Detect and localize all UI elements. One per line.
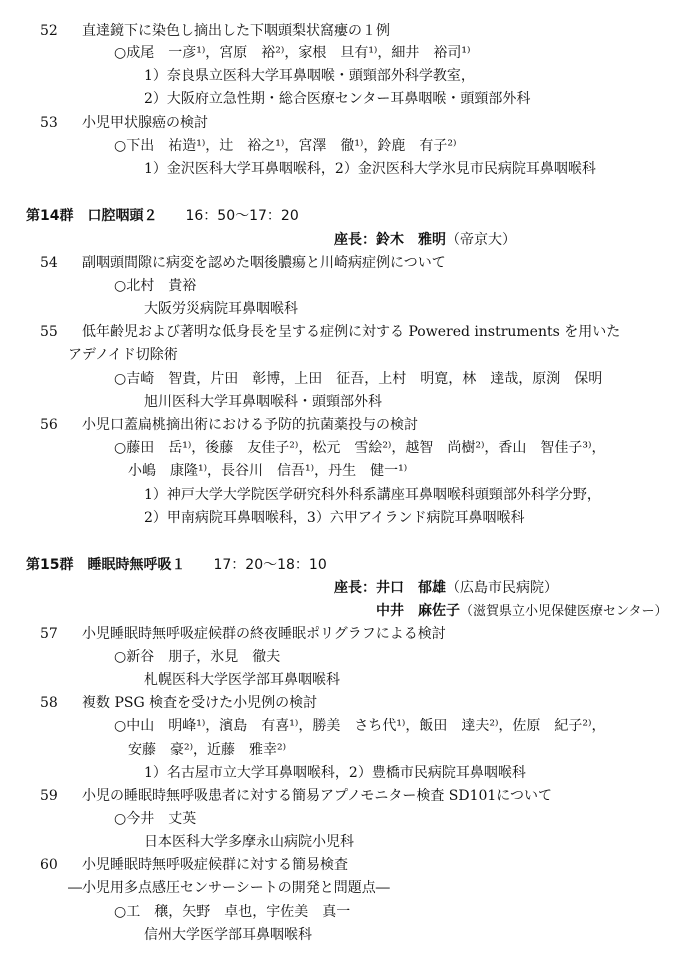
entry-54-heading (40, 254, 446, 272)
entry-authors: ○藤田 岳¹⁾，後藤 友佳子²⁾，松元 雪絵²⁾，越智 尚樹²⁾，香山 智佳子³⁾， (114, 440, 606, 456)
entry-authors: ○今井 丈英 (114, 811, 197, 827)
entry-60-heading (40, 856, 348, 874)
entry-affiliation: 2）甲南病院耳鼻咽喉科，3）六甲アイランド病院耳鼻咽喉科 (144, 510, 525, 526)
entry-affiliation: 2）大阪府立急性期・総合医療センター耳鼻咽喉・頭頸部外科 (144, 91, 531, 107)
entry-number: 54 (40, 255, 58, 271)
entry-title: 低年齢児および著明な低身長を呈する症例に対する Powered instruments を用いた (82, 324, 621, 340)
entry-title: 小児睡眠時無呼吸症候群の終夜睡眠ポリグラフによる検討 (82, 626, 446, 642)
entry-56-heading (40, 416, 418, 434)
entry-title: 副咽頭間隙に病変を認めた咽後膿瘍と川崎病症例について (82, 255, 446, 271)
chair-label: 座長： (334, 580, 376, 596)
entry-title: 複数 PSG 検査を受けた小児例の検討 (82, 695, 318, 711)
entry-title: 直達鏡下に染色し摘出した下咽頭梨状窩瘻の１例 (82, 23, 390, 39)
entry-authors: ○工 穣，矢野 卓也，宇佐美 真一 (114, 904, 351, 920)
entry-57-heading (40, 625, 446, 643)
chair-affiliation: （広島市民病院） (446, 580, 558, 596)
chair-name: 鈴木 雅明 (376, 232, 446, 248)
entry-59-heading (40, 787, 552, 805)
session-15-chair (334, 579, 558, 597)
entry-affiliation: 1）金沢医科大学耳鼻咽喉科，2）金沢医科大学氷見市民病院耳鼻咽喉科 (144, 161, 596, 177)
entry-affiliation: 1）神戸大学大学院医学研究科外科系講座耳鼻咽喉科頭頸部外科学分野， (144, 487, 601, 503)
entry-number: 57 (40, 626, 58, 642)
entry-authors: 安藤 豪²⁾，近藤 雅幸²⁾ (128, 742, 287, 758)
entry-number: 58 (40, 695, 58, 711)
entry-affiliation: 大阪労災病院耳鼻咽喉科 (144, 301, 298, 317)
session-label: 第15群 睡眠時無呼吸１ (26, 557, 186, 573)
entry-title: 小児の睡眠時無呼吸患者に対する簡易アプノモニター検査 SD101について (82, 788, 553, 804)
entry-affiliation: 1）名古屋市立大学耳鼻咽喉科，2）豊橋市民病院耳鼻咽喉科 (144, 765, 526, 781)
entry-authors: ○北村 貴裕 (114, 278, 197, 294)
entry-number: 52 (40, 23, 58, 39)
session-time: 16：50〜17：20 (185, 208, 299, 224)
entry-58-heading (40, 694, 317, 712)
entry-number: 60 (40, 857, 58, 873)
session-15-chair-2 (376, 602, 667, 621)
entry-authors: ○成尾 一彦¹⁾，宮原 裕²⁾，家根 旦有¹⁾，細井 裕司¹⁾ (114, 45, 471, 61)
chair-name: 井口 郁雄 (376, 580, 446, 596)
chair-name: 中井 麻佐子 (376, 603, 460, 619)
session-15-heading (26, 556, 327, 574)
chair-label: 座長： (334, 232, 376, 248)
session-time: 17：20〜18：10 (213, 557, 327, 573)
entry-affiliation: 旭川医科大学耳鼻咽喉科・頭頸部外科 (144, 394, 382, 410)
entry-subtitle: ―小児用多点感圧センサーシートの開発と問題点― (68, 880, 390, 896)
session-14-heading (26, 207, 299, 225)
entry-authors: 小嶋 康隆¹⁾，長谷川 信吾¹⁾，丹生 健一¹⁾ (128, 463, 408, 479)
entry-authors: ○下出 祐造¹⁾，辻 裕之¹⁾，宮澤 徹¹⁾，鈴鹿 有子²⁾ (114, 138, 457, 154)
entry-number: 56 (40, 417, 58, 433)
chair-affiliation: （滋賀県立小児保健医療センター） (460, 604, 668, 619)
entry-title: 小児口蓋扁桃摘出術における予防的抗菌薬投与の検討 (82, 417, 418, 433)
entry-number: 59 (40, 788, 58, 804)
entry-55-heading (40, 323, 620, 341)
chair-affiliation: （帝京大） (446, 232, 516, 248)
entry-number: 55 (40, 324, 58, 340)
entry-number: 53 (40, 115, 58, 131)
entry-title: 小児甲状腺癌の検討 (82, 115, 208, 131)
entry-authors: ○新谷 朋子，氷見 徹夫 (114, 649, 281, 665)
entry-affiliation: 信州大学医学部耳鼻咽喉科 (144, 927, 312, 943)
entry-affiliation: 日本医科大学多摩永山病院小児科 (144, 834, 354, 850)
session-14-chair (334, 231, 516, 249)
entry-53-heading (40, 114, 208, 132)
entry-title-continued: アデノイド切除術 (68, 347, 178, 363)
entry-title: 小児睡眠時無呼吸症候群に対する簡易検査 (82, 857, 348, 873)
entry-affiliation: 札幌医科大学医学部耳鼻咽喉科 (144, 672, 340, 688)
entry-authors: ○中山 明峰¹⁾，濱島 有喜¹⁾，勝美 さち代¹⁾，飯田 達夫²⁾，佐原 紀子²⁾， (114, 718, 606, 734)
entry-52-heading (40, 22, 390, 40)
entry-affiliation: 1）奈良県立医科大学耳鼻咽喉・頭頸部外科学教室， (144, 68, 475, 84)
session-label: 第14群 口腔咽頭２ (26, 208, 158, 224)
entry-authors: ○吉崎 智貴，片田 彰博，上田 征吾，上村 明寛，林 達哉，原渕 保明 (114, 371, 603, 387)
